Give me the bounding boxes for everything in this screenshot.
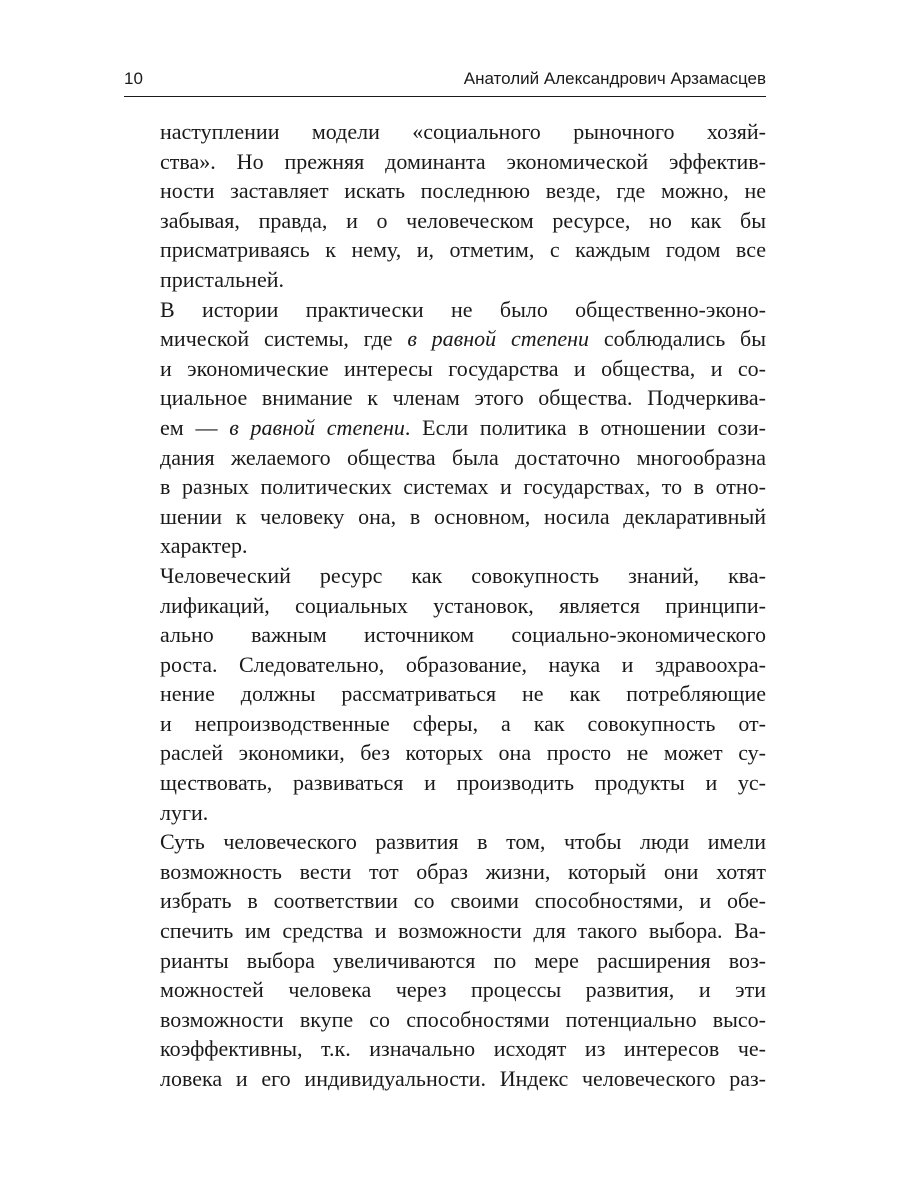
text-run: ства». Но прежняя доминанта экономической эффектив- (160, 148, 766, 174)
text-line (124, 324, 766, 354)
text-run: Суть человеческого развития в том, чтобы люди имели (160, 829, 766, 855)
emphasis-text: в равной степени (229, 414, 405, 440)
text-run: мической системы, где (160, 326, 408, 352)
text-run: нение должны рассматриваться не как потребляющие (160, 681, 766, 707)
text-line (124, 413, 766, 443)
text-line (124, 1064, 766, 1094)
text-run: луги. (160, 799, 209, 825)
text-line (124, 827, 766, 857)
text-line (124, 206, 766, 236)
text-line (124, 176, 766, 206)
text-line (124, 235, 766, 265)
text-line (124, 857, 766, 887)
text-line (124, 709, 766, 739)
text-run: наступлении модели «социального рыночного хозяй- (160, 119, 766, 144)
text-run: в разных политических системах и государствах, то в отно- (160, 474, 766, 500)
text-run: ем — (160, 414, 230, 440)
author-name: Анатолий Александрович Арзамасцев (463, 69, 766, 88)
paragraph (124, 827, 766, 1093)
text-run: возможности вкупе со способностями потенциально высо- (160, 1006, 766, 1032)
text-run: присматриваясь к нему, и, отметим, с каждым годом все (160, 237, 766, 263)
text-line (124, 679, 766, 709)
text-run: дания желаемого общества была достаточно многообразна (160, 444, 766, 470)
text-run: ности заставляет искать последнюю везде, где можно, не (160, 178, 766, 204)
text-run: забывая, правда, и о человеческом ресурсе, но как бы (160, 207, 766, 233)
text-run: возможность вести тот образ жизни, который они хотят (160, 858, 766, 884)
text-run: лификаций, социальных установок, является принципи- (160, 592, 766, 618)
emphasis-text: в равной степени (407, 326, 590, 352)
text-line (124, 502, 766, 532)
text-line (124, 265, 766, 295)
text-run: . Если политика в отношении сози- (404, 414, 767, 440)
text-run: и экономические интересы государства и общества, и со- (160, 355, 766, 381)
text-line (124, 531, 766, 561)
text-line (124, 886, 766, 916)
text-run: ществовать, развиваться и производить продукты и ус- (160, 770, 766, 796)
text-run: спечить им средства и возможности для такого выбора. Ва- (160, 918, 766, 944)
text-run: коэффективны, т.к. изначально исходят из интересов че- (160, 1036, 766, 1062)
text-run: избрать в соответствии со своими способностями, и обе- (160, 888, 766, 914)
text-line (124, 798, 766, 828)
text-line (124, 738, 766, 768)
page-number: 10 (124, 69, 143, 88)
text-run: В истории практически не было общественно-эконо- (160, 296, 766, 322)
running-head (124, 68, 766, 97)
text-run: циальное внимание к членам этого общества. Подчеркива- (160, 385, 766, 411)
text-run: и непроизводственные сферы, а как совокупность от- (160, 710, 766, 736)
text-line (124, 650, 766, 680)
text-run: раслей экономики, без которых она просто не может су- (160, 740, 766, 766)
text-line (124, 354, 766, 384)
book-page (124, 68, 766, 1094)
text-run: характер. (160, 533, 248, 559)
text-run: соблюдались бы (589, 326, 767, 352)
text-line (124, 472, 766, 502)
text-run: рианты выбора увеличиваются по мере расширения воз- (160, 947, 766, 973)
text-line (124, 561, 766, 591)
text-run: Человеческий ресурс как совокупность знаний, ква- (160, 562, 766, 588)
text-line (124, 1034, 766, 1064)
text-line (124, 383, 766, 413)
text-line (124, 916, 766, 946)
text-line (124, 768, 766, 798)
text-line (124, 591, 766, 621)
text-line (124, 117, 766, 147)
paragraph (124, 117, 766, 295)
text-line (124, 620, 766, 650)
paragraph (124, 561, 766, 827)
text-run: можностей человека через процессы развития, и эти (160, 977, 766, 1003)
text-run: пристальней. (160, 266, 284, 292)
text-run: ловека и его индивидуальности. Индекс человеческого раз- (160, 1066, 766, 1091)
text-line (124, 147, 766, 177)
text-run: шении к человеку она, в основном, носила декларативный (160, 503, 766, 529)
text-run: ально важным источником социально-экономического (160, 622, 766, 648)
text-line (124, 975, 766, 1005)
text-line (124, 1005, 766, 1035)
paragraph (124, 295, 766, 561)
text-line (124, 443, 766, 473)
text-run: роста. Следовательно, образование, наука и здравоохра- (160, 651, 766, 677)
text-line (124, 295, 766, 325)
body-text (124, 117, 766, 1094)
text-line (124, 946, 766, 976)
